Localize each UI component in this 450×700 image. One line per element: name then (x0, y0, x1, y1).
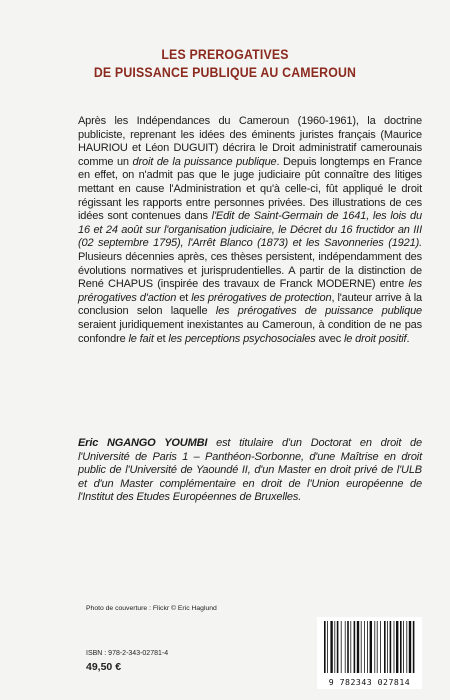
book-title-line-2: DE PUISSANCE PUBLIQUE AU CAMEROUN (93, 65, 357, 80)
barcode-bar (334, 621, 335, 673)
barcode-bar (380, 621, 381, 673)
summary-italic-phrase: les perceptions psychosociales (168, 332, 316, 345)
book-title (18, 46, 432, 82)
summary-text-run: Après les Indépendances du Cameroun (1960-1961), la doctrine publiciste, reprenant les idées des éminents juristes français (Maurice HAURIOU et Léon DUGUIT) décrira le Droit administratif camerounais comme un (78, 115, 422, 168)
barcode-bar (361, 621, 362, 673)
barcode-bars-icon (321, 621, 418, 673)
barcode-bar (345, 621, 346, 673)
summary-italic-phrase: les prérogatives de protection (191, 291, 332, 304)
barcode-bar (347, 621, 349, 673)
summary-text-run: seraient juridiquement inexistantes au Cameroun, à condition de ne pas confondre (78, 318, 422, 345)
summary-text-run: , l'auteur arrive à la conclusion selon laquelle (78, 291, 422, 318)
barcode-bar (406, 621, 407, 673)
barcode-bar (384, 621, 386, 673)
barcode-bar (350, 621, 351, 673)
photo-credit: Photo de couverture : Flickr © Eric Haglund (86, 605, 217, 612)
summary-text-run: . Depuis longtemps en France en effet, on n'admit pas que le juge judiciaire pût connaître des litiges mettant en cause l'Administration et qu'à celle-ci, fût appliqué le droit régissant les rapports entre personnes privées. Des illustrations de ces idées sont contenues dans (78, 155, 422, 223)
price: 49,50 € (86, 661, 122, 673)
barcode-bar (324, 621, 326, 673)
summary-text-run: avec (315, 332, 345, 345)
summary-text-run: Plusieurs décennies après, ces thèses persistent, indépendamment des évolutions normatives et jurisprudentielles. A partir de la distinction de René CHAPUS (inspirée des travaux de Franck MODERNE) entre (78, 250, 422, 291)
isbn: ISBN : 978-2-343-02781-4 (86, 650, 169, 657)
barcode-bar (394, 621, 395, 673)
barcode-bar (400, 621, 402, 673)
barcode-bar (413, 621, 415, 673)
barcode-bar (409, 621, 411, 673)
summary-italic-phrase: le droit positif (344, 332, 407, 345)
summary-italic-phrase: les prérogatives d'action (78, 278, 422, 304)
barcode-bar (354, 621, 356, 673)
summary-text-run: et (153, 332, 169, 345)
summary-italic-phrase: droit de la puissance publique (132, 155, 277, 168)
summary-italic-phrase: les prérogatives de puissance publique (215, 305, 423, 318)
summary-text-run: . (406, 332, 410, 345)
book-title-line-1: LES PREROGATIVES (161, 47, 289, 62)
back-cover-summary (78, 115, 422, 346)
barcode-bar (357, 621, 359, 673)
summary-italic-phrase: l'Edit de Saint-Germain de 1641, les lois du 16 et 24 août sur l'organisation judiciaire, le Décret du 16 fructidor an III (02 septembre 1795), l'Arrêt Blanco (1873) et les Savonneries (1921). (78, 210, 422, 250)
barcode-bar (396, 621, 398, 673)
barcode-bar (387, 621, 388, 673)
author-bio-text: est titulaire d'un Doctorat en droit de l'Université de Paris 1 – Panthéon-Sorbonne, d'une Maîtrise en droit public de l'Université de Yaoundé II, d'un Master en droit privé de l'ULB et d'un Master complémentaire en droit de l'Union européenne de l'Institut des Etudes Européennes de Bruxelles. (78, 437, 422, 504)
summary-paragraph (78, 115, 422, 346)
summary-text-run: et (176, 291, 192, 304)
barcode-bar (377, 621, 378, 673)
author-bio (78, 437, 422, 505)
barcode (317, 617, 422, 689)
barcode-bar (330, 621, 332, 673)
barcode-bar (337, 621, 339, 673)
barcode-bar (374, 621, 375, 673)
barcode-bar (370, 621, 372, 673)
barcode-bar (364, 621, 365, 673)
barcode-bar (403, 621, 404, 673)
barcode-bar (327, 621, 328, 673)
barcode-digits: 9 782343 027814 (328, 677, 411, 687)
summary-italic-phrase: le fait (128, 332, 154, 345)
barcode-bar (367, 621, 368, 673)
author-name: Eric NGANGO YOUMBI (78, 437, 208, 449)
barcode-bar (341, 621, 342, 673)
barcode-bar (390, 621, 392, 673)
